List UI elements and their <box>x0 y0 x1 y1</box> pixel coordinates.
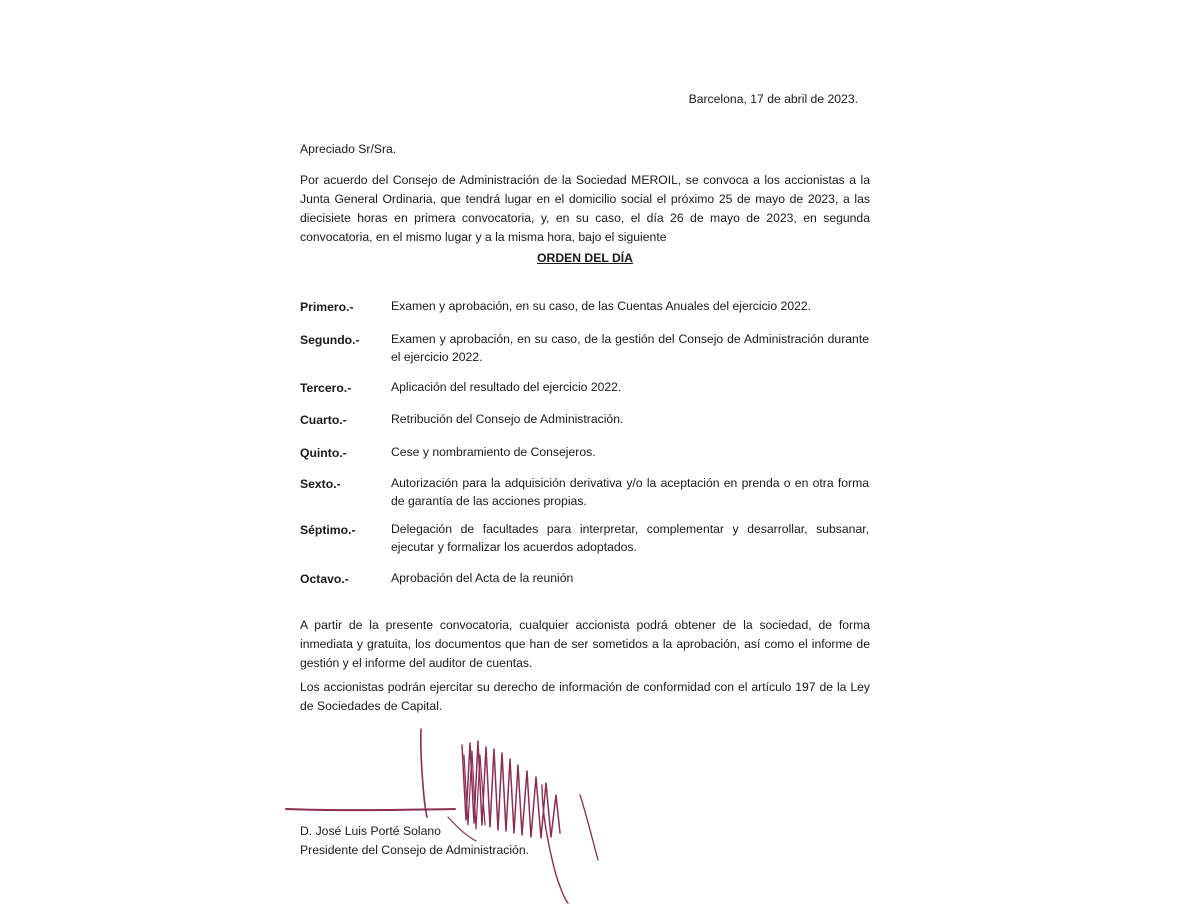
agenda-item-label: Primero.- <box>300 300 354 314</box>
information-rights-paragraph: Los accionistas podrán ejercitar su derecho de información de conformidad con el artículo 197 de la Ley de Sociedades de Capital. <box>300 680 870 713</box>
agenda-title: ORDEN DEL DÍA <box>537 251 633 265</box>
agenda-item-text: Autorización para la adquisición derivativa y/o la aceptación en prenda o en otra forma de garantía de las acciones propias. <box>391 476 869 508</box>
agenda-item-label: Sexto.- <box>300 477 341 491</box>
agenda-item-label: Segundo.- <box>300 333 360 347</box>
agenda-item-text: Delegación de facultades para interpretar, complementar y desarrollar, subsanar, ejecutar y formalizar los acuerdos adoptados. <box>391 522 869 554</box>
agenda-item-label: Cuarto.- <box>300 413 347 427</box>
signatory-name: D. José Luis Porté Solano <box>300 824 441 838</box>
documents-paragraph: A partir de la presente convocatoria, cualquier accionista podrá obtener de la sociedad, de forma inmediata y gratuita, los documentos que han de ser sometidos a la aprobación, así como el informe de gestión y el informe del auditor de cuentas. <box>300 618 870 670</box>
intro-paragraph: Por acuerdo del Consejo de Administración de la Sociedad MEROIL, se convoca a los accionistas a la Junta General Ordinaria, que tendrá lugar en el domicilio social el próximo 25 de mayo de 2023, a las diecisiete horas en primera convocatoria, y, en su caso, el día 26 de mayo de 2023, en segunda convocatoria, en el mismo lugar y a la misma hora, bajo el siguiente <box>300 173 870 244</box>
agenda-item-text: Retribución del Consejo de Administración. <box>391 412 624 426</box>
agenda-item-text: Examen y aprobación, en su caso, de las Cuentas Anuales del ejercicio 2022. <box>391 299 812 313</box>
agenda-item-label: Quinto.- <box>300 446 347 460</box>
agenda-item-text: Aplicación del resultado del ejercicio 2022. <box>391 380 622 394</box>
date-line: Barcelona, 17 de abril de 2023. <box>688 92 858 106</box>
salutation: Apreciado Sr/Sra. <box>300 142 397 156</box>
agenda-item-text: Aprobación del Acta de la reunión <box>391 571 574 585</box>
agenda-item-label: Tercero.- <box>300 381 352 395</box>
signatory-block <box>300 822 529 860</box>
agenda-item-label: Séptimo.- <box>300 523 356 537</box>
agenda-item-text: Examen y aprobación, en su caso, de la gestión del Consejo de Administración durante el ejercicio 2022. <box>391 332 869 364</box>
handwritten-signature <box>280 725 620 905</box>
agenda-item-label: Octavo.- <box>300 572 349 586</box>
agenda-item-text: Cese y nombramiento de Consejeros. <box>391 445 596 459</box>
signatory-title: Presidente del Consejo de Administración. <box>300 843 529 857</box>
